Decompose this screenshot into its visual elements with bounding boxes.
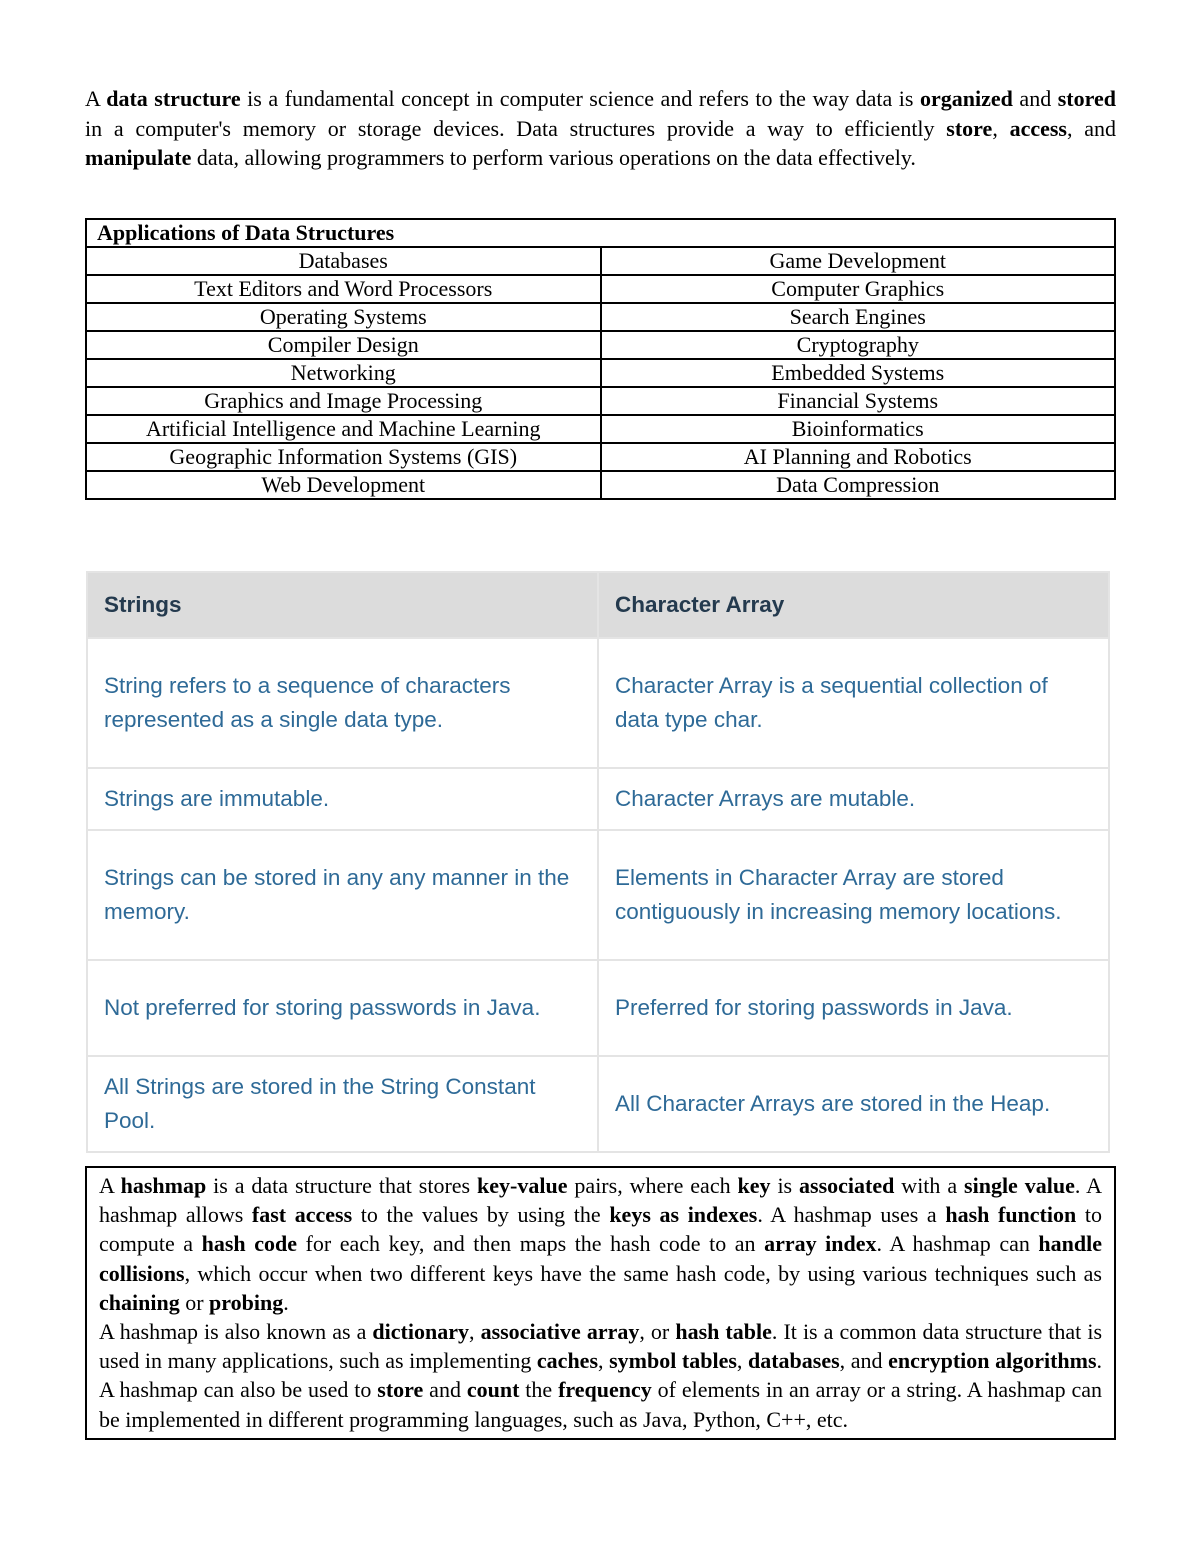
- table-cell: Financial Systems: [601, 387, 1116, 415]
- table-row: [86, 471, 1115, 499]
- table-cell: Search Engines: [601, 303, 1116, 331]
- table-cell: Strings are immutable.: [87, 768, 598, 830]
- table-cell: String refers to a sequence of characters represented as a single data type.: [87, 638, 598, 768]
- column-header-character-array: Character Array: [598, 572, 1109, 638]
- table-cell: Databases: [86, 247, 601, 275]
- table-cell: Game Development: [601, 247, 1116, 275]
- applications-table: [85, 218, 1116, 500]
- table-cell: Text Editors and Word Processors: [86, 275, 601, 303]
- table-cell: Data Compression: [601, 471, 1116, 499]
- table-cell: Cryptography: [601, 331, 1116, 359]
- intro-paragraph: A data structure is a fundamental concept in computer science and refers to the way data is organized and stored in a computer's memory or storage devices. Data structures provide a way to efficiently store, access, and manipulate data, allowing programmers to perform various operations on the data effectively.: [85, 86, 1117, 170]
- column-header-strings: Strings: [87, 572, 598, 638]
- table-row: [86, 415, 1115, 443]
- table-cell: Not preferred for storing passwords in Java.: [87, 960, 598, 1056]
- table-cell: Character Arrays are mutable.: [598, 768, 1109, 830]
- applications-table-title: Applications of Data Structures: [86, 219, 1115, 247]
- table-row: [86, 275, 1115, 303]
- table-cell: Embedded Systems: [601, 359, 1116, 387]
- table-row: [87, 768, 1109, 830]
- table-row: [87, 830, 1109, 960]
- table-cell: Operating Systems: [86, 303, 601, 331]
- table-cell: Strings can be stored in any any manner in the memory.: [87, 830, 598, 960]
- table-row: [87, 1056, 1109, 1152]
- strings-vs-char-array-table: [86, 571, 1110, 1153]
- table-header-row: [87, 572, 1109, 638]
- table-row: [86, 359, 1115, 387]
- table-row: [86, 247, 1115, 275]
- table-cell: All Strings are stored in the String Constant Pool.: [87, 1056, 598, 1152]
- table-cell: All Character Arrays are stored in the Heap.: [598, 1056, 1109, 1152]
- table-cell: Character Array is a sequential collection of data type char.: [598, 638, 1109, 768]
- table-cell: Graphics and Image Processing: [86, 387, 601, 415]
- table-cell: Elements in Character Array are stored contiguously in increasing memory locations.: [598, 830, 1109, 960]
- table-cell: Geographic Information Systems (GIS): [86, 443, 601, 471]
- table-row: [86, 443, 1115, 471]
- table-row: [87, 638, 1109, 768]
- hashmap-paragraph-1: A hashmap is a data structure that stores key-value pairs, where each key is associated with a single value. A hashmap allows fast access to the values by using the keys as indexes. A hashmap uses a hash function to compute a hash code for each key, and then maps the hash code to an array index. A hashmap can handle collisions, which occur when two different keys have the same hash code, by using various techniques such as chaining or probing.: [99, 1173, 1102, 1315]
- table-row: [86, 331, 1115, 359]
- table-cell: Artificial Intelligence and Machine Learning: [86, 415, 601, 443]
- table-cell: Preferred for storing passwords in Java.: [598, 960, 1109, 1056]
- table-row: [87, 960, 1109, 1056]
- table-cell: Web Development: [86, 471, 601, 499]
- table-cell: Networking: [86, 359, 601, 387]
- hashmap-paragraph-2: A hashmap is also known as a dictionary, associative array, or hash table. It is a common data structure that is used in many applications, such as implementing caches, symbol tables, databases, and encryption algorithms. A hashmap can also be used to store and count the frequency of elements in an array or a string. A hashmap can be implemented in different programming languages, such as Java, Python, C++, etc.: [99, 1319, 1103, 1432]
- table-row: [86, 387, 1115, 415]
- table-row: [86, 303, 1115, 331]
- table-cell: Compiler Design: [86, 331, 601, 359]
- hashmap-box: [85, 1166, 1116, 1440]
- table-cell: Computer Graphics: [601, 275, 1116, 303]
- table-cell: Bioinformatics: [601, 415, 1116, 443]
- table-cell: AI Planning and Robotics: [601, 443, 1116, 471]
